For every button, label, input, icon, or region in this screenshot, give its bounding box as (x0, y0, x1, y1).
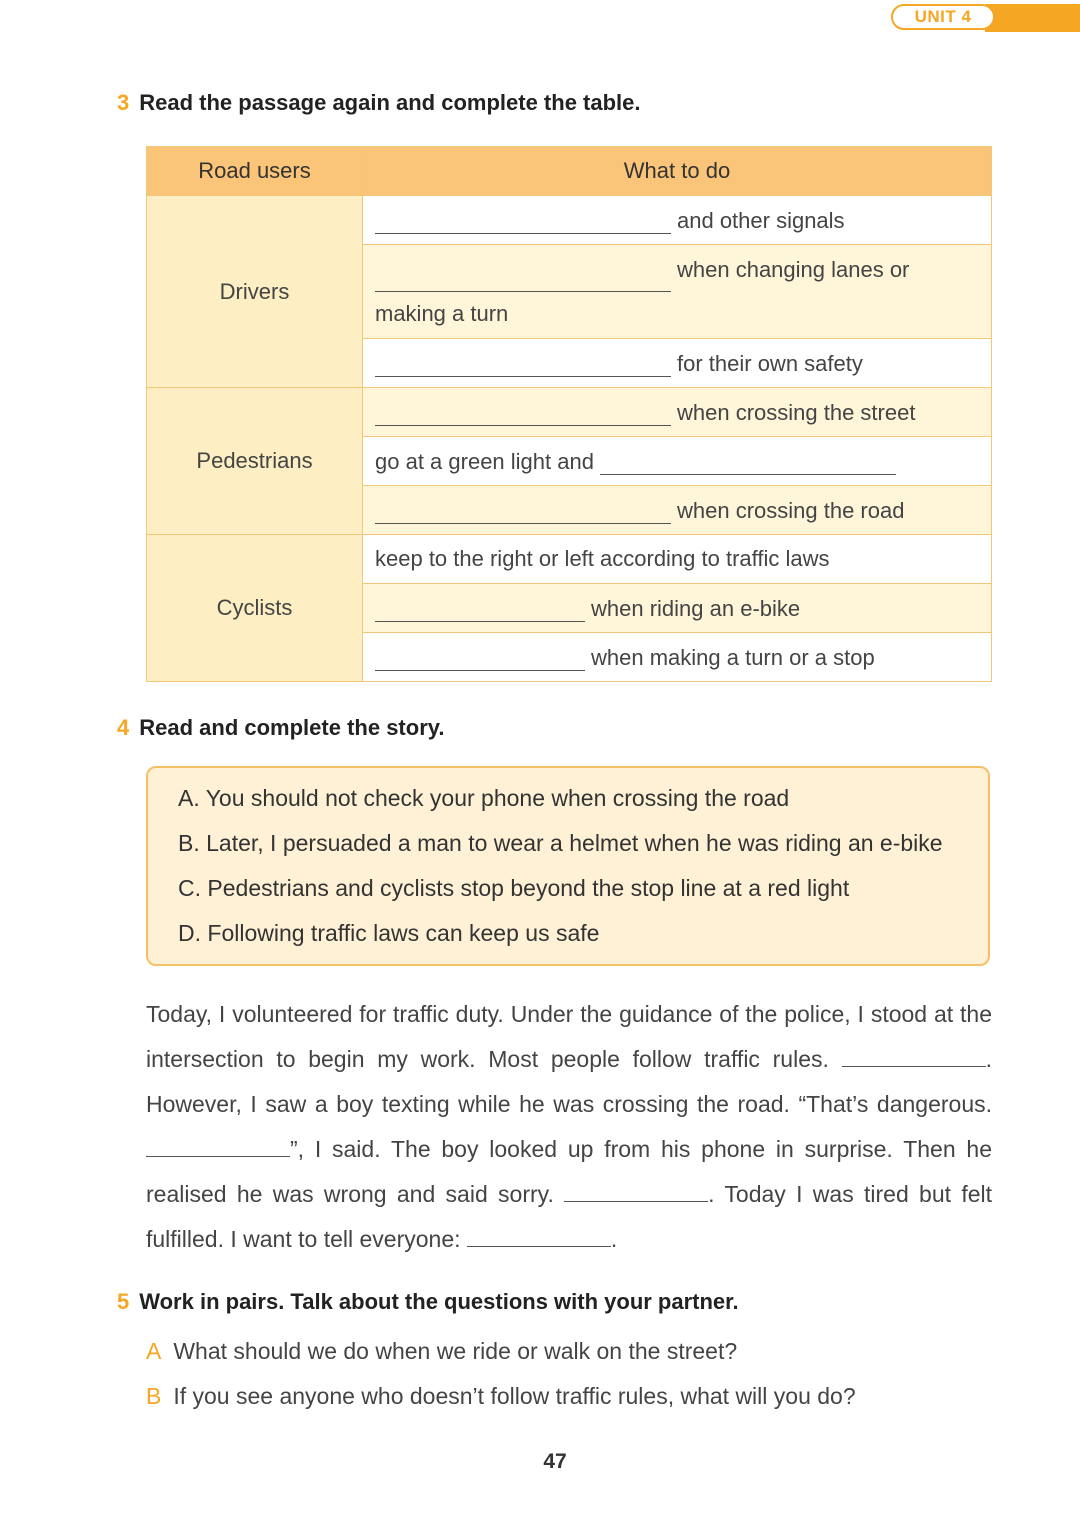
exercise-5-instruction: Work in pairs. Talk about the questions with your partner. (139, 1289, 739, 1314)
answer-blank[interactable] (375, 595, 585, 622)
answer-blank[interactable] (600, 448, 896, 475)
unit-label: UNIT 4 (891, 4, 995, 30)
question-text: If you see anyone who doesn’t follow traffic rules, what will you do? (173, 1383, 856, 1409)
question-letter: B (146, 1383, 162, 1409)
exercise-4-heading (117, 715, 444, 741)
action-cell (363, 339, 992, 388)
action-cell (363, 633, 992, 682)
action-cell (363, 535, 992, 584)
page-number: 47 (543, 1450, 567, 1473)
options-box (146, 766, 990, 966)
question-letter: A (146, 1338, 162, 1364)
exercise-3-number: 3 (117, 90, 130, 115)
answer-blank[interactable] (375, 644, 585, 671)
action-cell (363, 245, 992, 339)
action-text-continued: making a turn (375, 300, 509, 326)
action-cell (363, 486, 992, 535)
action-cell (363, 584, 992, 633)
exercise-5-number: 5 (117, 1289, 130, 1314)
exercise-5-heading (117, 1289, 739, 1315)
exercise-4-number: 4 (117, 715, 130, 740)
road-user-pedestrians: Pedestrians (147, 388, 363, 535)
road-user-cyclists: Cyclists (147, 535, 363, 682)
story-blank[interactable] (467, 1218, 611, 1247)
exercise-3-heading (117, 90, 641, 116)
answer-blank[interactable] (375, 207, 671, 234)
action-text: when riding an e-bike (591, 595, 801, 621)
action-text: for their own safety (677, 350, 863, 376)
road-user-drivers: Drivers (147, 196, 363, 388)
question-text: What should we do when we ride or walk on the street? (173, 1338, 738, 1364)
question-b (146, 1383, 856, 1410)
story-paragraph (146, 992, 992, 1262)
answer-blank[interactable] (375, 399, 671, 426)
table-row (147, 388, 992, 437)
unit-tab-bar (985, 4, 1080, 32)
road-users-table (146, 146, 992, 682)
header-what-to-do: What to do (363, 147, 992, 196)
action-cell (363, 437, 992, 486)
story-text: . Today I was tired but felt fulfilled. I want to tell everyone: (146, 1181, 993, 1252)
answer-blank[interactable] (375, 350, 671, 377)
unit-tab (885, 0, 1080, 36)
answer-blank[interactable] (375, 265, 671, 292)
action-cell (363, 388, 992, 437)
table-row (147, 535, 992, 584)
option-b: B. Later, I persuaded a man to wear a helmet when he was riding an e-bike (178, 830, 943, 856)
action-text: go at a green light and (375, 448, 594, 474)
action-text: when crossing the road (677, 497, 905, 523)
table-header-row (147, 147, 992, 196)
option-c: C. Pedestrians and cyclists stop beyond the stop line at a red light (178, 875, 850, 901)
story-text: . (610, 1226, 618, 1252)
action-text: when crossing the street (677, 399, 916, 425)
answer-blank[interactable] (375, 497, 671, 524)
story-text: ”, I said. The boy looked up from his phone in surprise. Then he realised he was wrong and said sorry. (146, 1136, 992, 1207)
action-cell (363, 196, 992, 245)
story-text: Today, I volunteered for traffic duty. Under the guidance of the police, I stood at the intersection to begin my work. Most people follow traffic rules. (146, 1001, 992, 1072)
option-a: A. You should not check your phone when crossing the road (178, 785, 790, 811)
exercise-4-instruction: Read and complete the story. (139, 715, 445, 740)
story-blank[interactable] (564, 1173, 708, 1202)
table-row (147, 196, 992, 245)
action-text: when making a turn or a stop (591, 644, 875, 670)
header-road-users: Road users (147, 147, 363, 196)
question-a (146, 1338, 737, 1365)
story-blank[interactable] (146, 1128, 290, 1157)
action-text: when changing lanes or (677, 256, 910, 282)
exercise-3-instruction: Read the passage again and complete the table. (139, 90, 641, 115)
action-text: keep to the right or left according to traffic laws (375, 546, 830, 571)
option-d: D. Following traffic laws can keep us safe (178, 920, 600, 946)
story-blank[interactable] (842, 1038, 986, 1067)
action-text: and other signals (677, 207, 845, 233)
story-text: . However, I saw a boy texting while he was crossing the road. “That’s dangerous. (146, 1046, 992, 1117)
